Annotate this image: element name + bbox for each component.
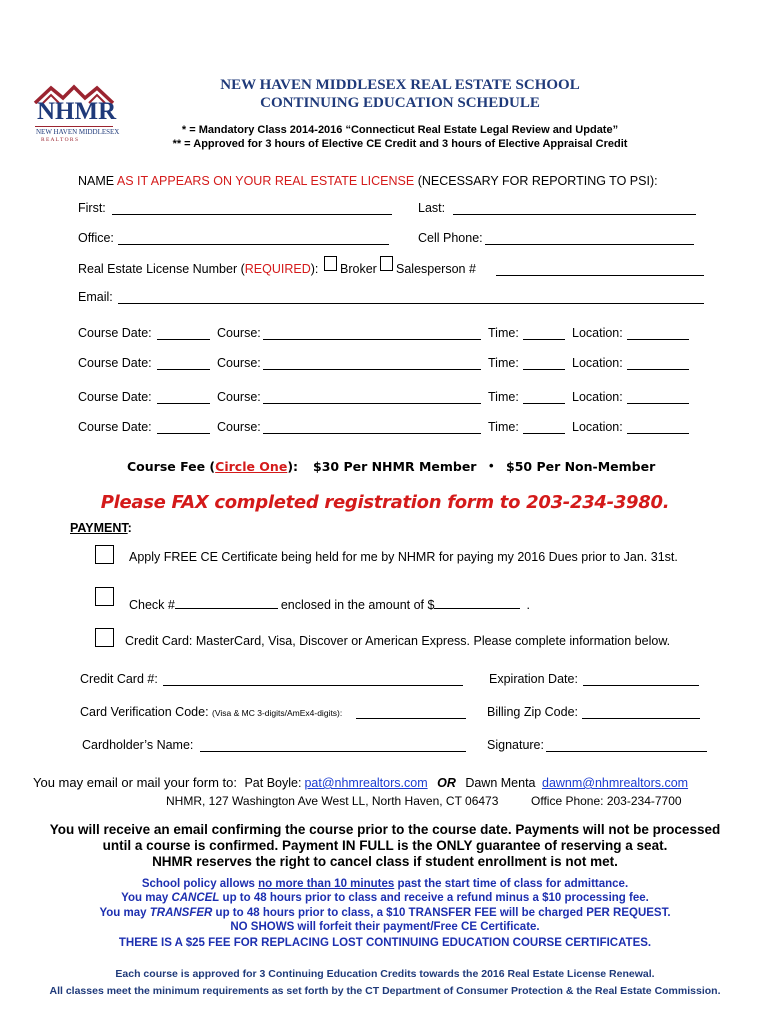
location-field[interactable] — [627, 326, 689, 340]
broker-label: Broker — [340, 262, 377, 276]
time-label: Time: — [488, 390, 519, 404]
credit-card-checkbox[interactable] — [95, 628, 114, 647]
course-name-field[interactable] — [263, 356, 481, 370]
time-label: Time: — [488, 326, 519, 340]
cardholder-label: Cardholder’s Name: — [82, 738, 194, 752]
logo-letters: NHMR — [37, 98, 117, 125]
email-dawn-link[interactable]: dawnm@nhmrealtors.com — [542, 776, 689, 790]
first-name-field[interactable] — [112, 201, 392, 215]
name-instructions: NAME AS IT APPEARS ON YOUR REAL ESTATE LICENSE (NECESSARY FOR REPORTING TO PSI): — [78, 174, 658, 188]
circle-one-text: Circle One — [215, 459, 288, 474]
policy-line5: THERE IS A $25 FEE FOR REPLACING LOST CONTINUING EDUCATION COURSE CERTIFICATES. — [118, 937, 652, 949]
location-label: Location: — [572, 390, 623, 404]
expiration-label: Expiration Date: — [489, 672, 578, 686]
cell-phone-label: Cell Phone: — [418, 231, 483, 245]
notice-line1: You will receive an email confirming the course prior to the course date. Payments will not be processed — [49, 822, 721, 837]
office-field[interactable] — [118, 231, 389, 245]
course-label: Course: — [217, 356, 261, 370]
course-date-field[interactable] — [157, 420, 210, 434]
office-phone: Office Phone: 203-234-7700 — [531, 794, 682, 808]
course-fee-line: Course Fee (Circle One): — [127, 459, 299, 474]
cell-phone-field[interactable] — [485, 231, 694, 245]
email-field[interactable] — [118, 290, 704, 304]
logo-line2: R E A L T O R S — [41, 137, 79, 143]
location-field[interactable] — [627, 390, 689, 404]
or-text: OR — [437, 776, 456, 790]
check-option-label: Check # enclosed in the amount of $ . — [129, 595, 530, 612]
last-name-field[interactable] — [453, 201, 696, 215]
salesperson-checkbox[interactable] — [380, 256, 393, 271]
fax-instruction: Please FAX completed registration form to 203-234-3980. — [100, 492, 670, 513]
time-label: Time: — [488, 420, 519, 434]
signature-label: Signature: — [487, 738, 544, 752]
license-name-highlight: AS IT APPEARS ON YOUR REAL ESTATE LICENSE — [116, 174, 415, 188]
broker-checkbox[interactable] — [324, 256, 337, 271]
card-number-label: Credit Card #: — [80, 672, 158, 686]
contact-name2: Dawn Menta — [465, 776, 536, 790]
notice-line3: NHMR reserves the right to cancel class if student enrollment is not met. — [152, 854, 618, 869]
expiration-field[interactable] — [583, 672, 699, 686]
first-name-label: First: — [78, 201, 106, 215]
location-label: Location: — [572, 326, 623, 340]
salesperson-label: Salesperson # — [396, 262, 476, 276]
location-field[interactable] — [627, 356, 689, 370]
check-amount-field[interactable] — [434, 595, 520, 609]
location-label: Location: — [572, 420, 623, 434]
footer-line2: All classes meet the minimum requirements as set forth by the CT Department of Consumer Protection & the Real Estate Commission. — [49, 985, 721, 997]
course-label: Course: — [217, 390, 261, 404]
credit-card-option-label: Credit Card: MasterCard, Visa, Discover or American Express. Please complete information below. — [125, 634, 671, 648]
logo-line1: NEW HAVEN MIDDLESEX — [36, 128, 120, 136]
signature-field[interactable] — [546, 738, 707, 752]
course-label: Course: — [217, 420, 261, 434]
card-number-field[interactable] — [163, 672, 463, 686]
member-fee-option[interactable]: $30 Per NHMR Member — [313, 459, 477, 474]
course-date-field[interactable] — [157, 326, 210, 340]
cardholder-field[interactable] — [200, 738, 466, 752]
course-date-label: Course Date: — [78, 326, 152, 340]
policy-line1: School policy allows no more than 10 minutes past the start time of class for admittance. — [141, 878, 629, 890]
location-field[interactable] — [627, 420, 689, 434]
location-label: Location: — [572, 356, 623, 370]
email-label: Email: — [78, 290, 113, 304]
first-name-row — [78, 201, 106, 215]
course-label: Course: — [217, 326, 261, 340]
mandatory-note: * = Mandatory Class 2014-2016 “Connecticut Real Estate Legal Review and Update” — [181, 124, 619, 136]
school-title: NEW HAVEN MIDDLESEX REAL ESTATE SCHOOL — [220, 77, 580, 93]
course-date-label: Course Date: — [78, 390, 152, 404]
time-field[interactable] — [523, 390, 565, 404]
billing-zip-field[interactable] — [582, 705, 700, 719]
cvc-note: (Visa & MC 3-digits/AmEx4-digits): — [212, 708, 343, 718]
time-field[interactable] — [523, 356, 565, 370]
contact-intro: You may email or mail your form to: — [33, 775, 237, 790]
course-date-field[interactable] — [157, 356, 210, 370]
check-checkbox[interactable] — [95, 587, 114, 606]
course-name-field[interactable] — [263, 326, 481, 340]
course-name-field[interactable] — [263, 390, 481, 404]
course-date-label: Course Date: — [78, 420, 152, 434]
last-name-label: Last: — [418, 201, 446, 215]
office-label: Office: — [78, 231, 114, 245]
license-label: Real Estate License Number (REQUIRED): — [78, 262, 319, 276]
course-date-field[interactable] — [157, 390, 210, 404]
notice-line2: until a course is confirmed. Payment IN FULL is the ONLY guarantee of reserving a seat. — [102, 838, 668, 853]
policy-line4: NO SHOWS will forfeit their payment/Free CE Certificate. — [230, 921, 540, 933]
time-field[interactable] — [523, 420, 565, 434]
check-number-field[interactable] — [175, 595, 278, 609]
billing-zip-label: Billing Zip Code: — [487, 705, 579, 719]
policy-line3: You may TRANSFER up to 48 hours prior to class, a $10 TRANSFER FEE will be charged PER REQUEST. — [99, 907, 671, 919]
elective-note: ** = Approved for 3 hours of Elective CE Credit and 3 hours of Elective Appraisal Credit — [172, 138, 628, 150]
time-field[interactable] — [523, 326, 565, 340]
course-date-label: Course Date: — [78, 356, 152, 370]
schedule-title: CONTINUING EDUCATION SCHEDULE — [260, 95, 540, 111]
footer-line1: Each course is approved for 3 Continuing Education Credits towards the 2016 Real Estate License Renewal. — [115, 968, 655, 980]
payment-label: PAYMENT: — [70, 521, 132, 535]
time-label: Time: — [488, 356, 519, 370]
required-text: REQUIRED — [244, 262, 311, 276]
cvc-field[interactable] — [356, 705, 466, 719]
free-ce-checkbox[interactable] — [95, 545, 114, 564]
contact-name1: Pat Boyle: — [244, 776, 302, 790]
email-pat-link[interactable]: pat@nhmrealtors.com — [304, 776, 428, 790]
fee-bullet: • — [489, 458, 494, 473]
cvc-label: Card Verification Code: (Visa & MC 3-digits/AmEx4-digits): — [80, 705, 343, 719]
license-number-field[interactable] — [496, 262, 704, 276]
mailing-address: NHMR, 127 Washington Ave West LL, North Haven, CT 06473 — [166, 794, 499, 808]
course-name-field[interactable] — [263, 420, 481, 434]
policy-line2: You may CANCEL up to 48 hours prior to class and receive a refund minus a $10 processing fee. — [121, 892, 649, 904]
contact-line — [33, 775, 688, 790]
free-ce-option-label: Apply FREE CE Certificate being held for me by NHMR for paying my 2016 Dues prior to Jan. 31st. — [129, 550, 678, 564]
non-member-fee-option[interactable]: $50 Per Non-Member — [506, 459, 656, 474]
